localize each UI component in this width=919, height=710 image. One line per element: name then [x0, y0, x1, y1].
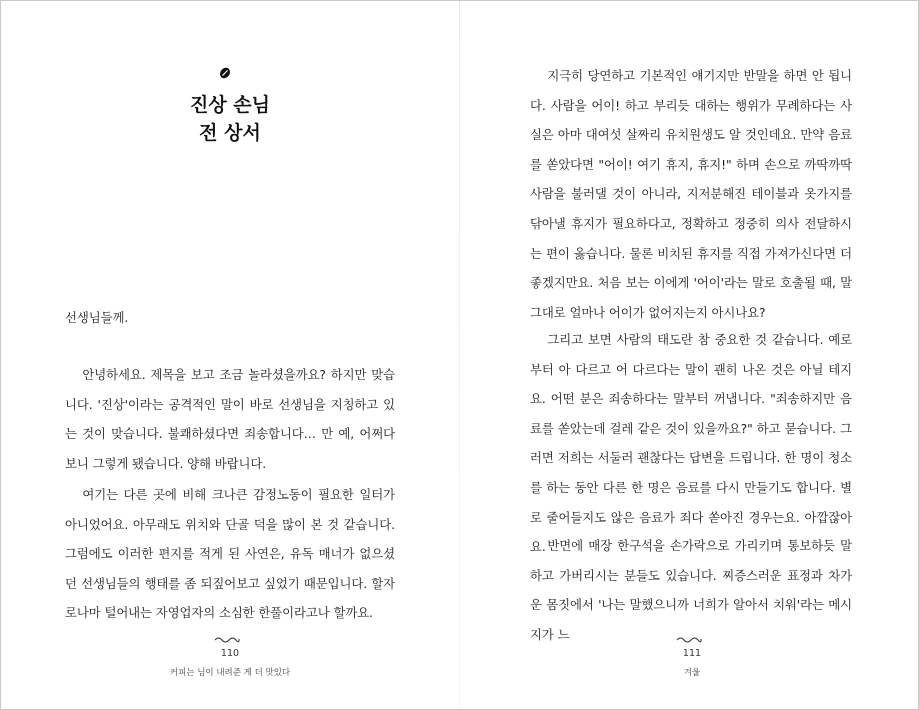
- left-paragraph-2: 여기는 다른 곳에 비해 크나큰 감정노동이 필요한 일터가 아니었어요. 아무래도 위치와 단골 덕을 많이 본 것 같습니다. 그럼에도 이러한 편지를 적게 된 사연은, 유독 매너가 없으셨던 선생님들의 행태를 좀 되짚어보고 싶었기 때문입니다. 할자로나마 털어내는 자영업자의 소심한 한풀이라고나 할까요.: [65, 487, 395, 621]
- running-title: 겨울: [683, 668, 701, 678]
- letter-greeting: 선생님들께.: [65, 310, 129, 325]
- left-page: [1, 1, 459, 709]
- wave-ornament-icon: [676, 635, 702, 643]
- left-paragraph-1: 안녕하세요. 제목을 보고 조금 놀라셨을까요? 하지만 맞습니다. '진상'이라는 공격적인 말이 바로 선생님을 지칭하고 있는 것이 맞습니다. 불쾌하셨다면 죄송합니다… 만 예, 어쩌다 보니 그렇게 됐습니다. 양해 바랍니다.: [65, 367, 395, 471]
- chapter-title-line2: 전 상서: [199, 122, 261, 144]
- page-number: 110: [220, 648, 240, 659]
- running-title: 커피는 님이 내려준 게 더 맛있다: [169, 668, 291, 678]
- page-number: 111: [682, 648, 702, 659]
- chapter-title-line1: 진상 손님: [189, 94, 271, 116]
- right-page: [460, 1, 918, 709]
- right-paragraph-3: 반면에 매장 한구석을 손가락으로 가리키며 통보하듯 말하고 가버리시는 분들도 있습니다. 찌증스러운 표정과 차가운 몸짓에서 '나는 말했으니까 너희가 알아서 치워'라는 메시지가 느: [530, 538, 852, 642]
- right-paragraph-2: 그리고 보면 사람의 태도란 참 중요한 것 같습니다. 예로부터 아 다르고 어 다르다는 말이 괜히 나온 것은 아닐 테지요. 어떤 분은 죄송하다는 말부터 꺼냅니다. "죄송하지만 음료를 쏟았는데 걸레 같은 것이 있을까요?" 하고 묻습니다. 그러면 저희는 서둘러 괜찮다는 답변을 드립니다. 한 명이 청소를 하는 동안 다른 한 명은 음료를 다시 만들기도 합니다. 별로 줄어들지도 않은 음료가 죄다 쏟아진 경우는요. 아깝잖아요.: [530, 332, 852, 555]
- coffee-bean-icon: [219, 67, 231, 79]
- right-paragraph-1: 지극히 당연하고 기본적인 얘기지만 반말을 하면 안 됩니다. 사람을 어이! 하고 부리듯 대하는 행위가 무례하다는 사실은 아마 대여섯 살짜리 유치원생도 알 것인데요. 만약 음료를 쏟았다면 "어이! 여기 휴지, 휴지!" 하며 손으로 까딱까딱 사람을 불러댈 것이 아니라, 지저분해진 테이블과 옷가지를 닦아낼 휴지가 필요하다고, 정확하고 정중히 의사 전달하시는 편이 옳습니다. 물론 비치된 휴지를 직접 가져가신다면 더 좋겠지만요. 처음 보는 이에게 '어이'라는 말로 호출될 때, 말 그대로 얼마나 어이가 없어지는지 아시나요?: [530, 68, 852, 320]
- wave-ornament-icon: [214, 635, 240, 643]
